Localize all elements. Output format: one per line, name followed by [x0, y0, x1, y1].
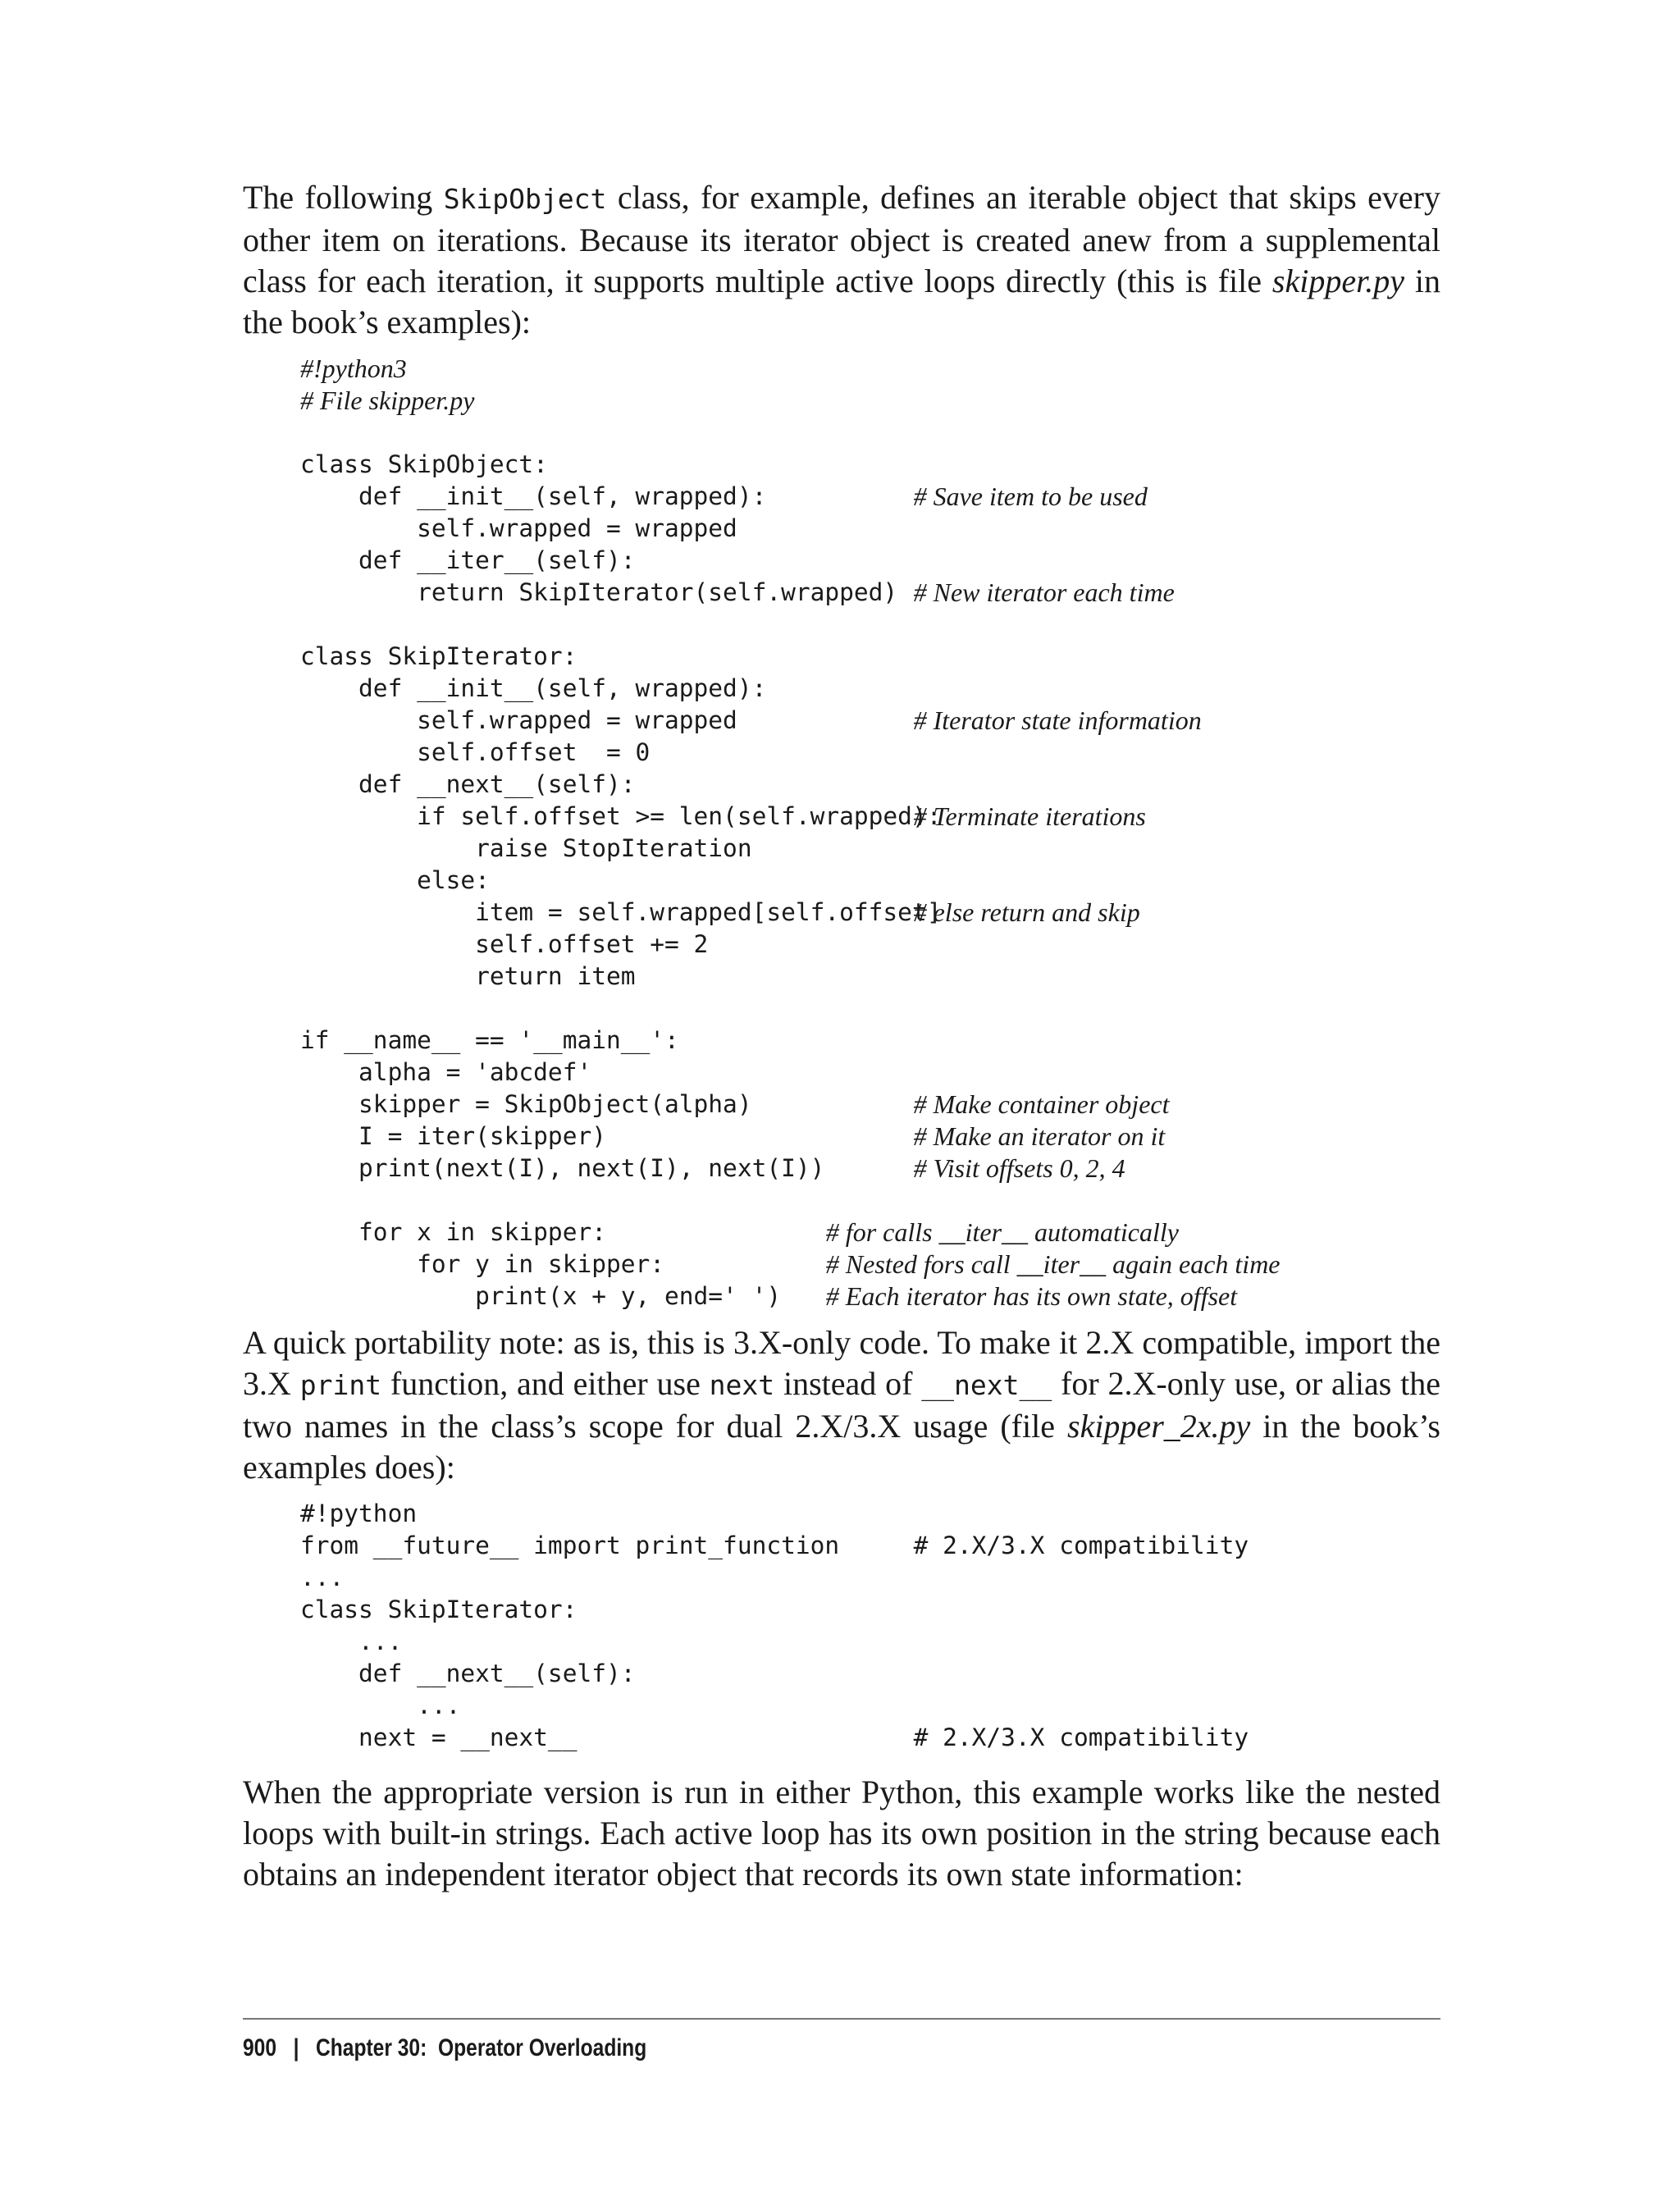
code-text: if __name__ == '__main__':: [300, 1026, 679, 1054]
code-comment: # Save item to be used: [913, 482, 1148, 511]
inline-code: next: [709, 1369, 775, 1401]
code-text: class SkipIterator:: [300, 1596, 578, 1623]
code-listing-skipper: [300, 353, 1440, 1312]
code-comment: # for calls __iter__ automatically: [825, 1217, 1179, 1247]
code-line: [300, 1025, 1440, 1057]
code-line: [300, 993, 1440, 1025]
portability-paragraph: A quick portability note: as is, this is 3.X-only code. To make it 2.X compatible, import the 3.X print function, and either use next instead of __next__ for 2.X-only use, or alias the two names in the class’s scope for dual 2.X/3.X usage (file skipper_2x.py in the book’s examples does):: [243, 1324, 1440, 1486]
code-line: [300, 1185, 1440, 1217]
code-line: [300, 609, 1440, 641]
code-text: #!python: [300, 1500, 418, 1527]
code-line: [300, 417, 1440, 449]
intro-paragraph: The following SkipObject class, for example, defines an iterable object that skips every other item on iterations. Because its iterator object is created anew from a supplemental class for each iteration, it supports multiple active loops directly (this is file skipper.py in the book’s examples):: [243, 179, 1440, 340]
file-name: skipper_2x.py: [1067, 1408, 1251, 1445]
code-comment: # Make an iterator on it: [913, 1121, 1166, 1151]
code-line: [300, 1089, 1440, 1121]
page-body: [243, 177, 1440, 1895]
code-line: [300, 1153, 1440, 1185]
code-text: def __iter__(self):: [300, 546, 636, 574]
code-comment: # New iterator each time: [913, 578, 1175, 607]
code-comment: # else return and skip: [913, 897, 1140, 927]
code-line: [300, 1281, 1440, 1312]
code-line: [300, 1690, 1440, 1722]
chapter-title: Chapter 30: Operator Overloading: [315, 2034, 647, 2061]
code-line: [300, 385, 1440, 417]
code-text: next = __next__: [300, 1723, 578, 1751]
code-comment: # Terminate iterations: [913, 801, 1146, 831]
code-text: ...: [300, 1691, 461, 1719]
code-line: [300, 545, 1440, 577]
code-text: item = self.wrapped[self.offset]: [300, 898, 942, 926]
code-comment: # Make container object: [913, 1089, 1170, 1119]
code-text: def __init__(self, wrapped):: [300, 482, 767, 510]
file-name: skipper.py: [1271, 262, 1404, 299]
code-comment: #!python3: [300, 354, 407, 383]
inline-code: SkipObject: [443, 183, 607, 215]
code-line: [300, 449, 1440, 481]
code-text: self.offset = 0: [300, 738, 651, 766]
code-comment: # File skipper.py: [300, 386, 475, 415]
code-line: [300, 481, 1440, 513]
code-comment: # Nested fors call __iter__ again each time: [825, 1249, 1281, 1279]
code-line: [300, 769, 1440, 801]
code-text: ...: [300, 1628, 403, 1655]
footer-separator: |: [293, 2034, 299, 2061]
code-line: [300, 801, 1440, 833]
code-line: [300, 1530, 1440, 1562]
code-line: [300, 1121, 1440, 1153]
footer-rule: [243, 2018, 1440, 2020]
page-footer: [243, 2018, 1440, 2062]
code-text: self.offset += 2: [300, 930, 709, 958]
code-line: [300, 929, 1440, 961]
code-line: [300, 1217, 1440, 1249]
code-line: [300, 865, 1440, 897]
code-text: for x in skipper:: [300, 1218, 606, 1246]
code-line: [300, 673, 1440, 705]
code-text: self.wrapped = wrapped: [300, 514, 737, 542]
code-line: [300, 1562, 1440, 1594]
code-text: def __next__(self):: [300, 1659, 636, 1687]
code-line: [300, 1498, 1440, 1530]
code-comment: # Visit offsets 0, 2, 4: [913, 1153, 1125, 1183]
code-text: skipper = SkipObject(alpha): [300, 1090, 752, 1118]
code-line: [300, 737, 1440, 769]
code-text: self.wrapped = wrapped: [300, 706, 737, 734]
code-line: [300, 353, 1440, 385]
code-text: ...: [300, 1564, 345, 1591]
code-text: def __next__(self):: [300, 770, 636, 798]
code-listing-skipper-2x: [300, 1498, 1440, 1754]
code-comment: # 2.X/3.X compatibility: [913, 1723, 1249, 1751]
code-comment: # 2.X/3.X compatibility: [913, 1532, 1249, 1559]
code-line: [300, 1626, 1440, 1658]
code-text: print(x + y, end=' '): [300, 1282, 782, 1310]
code-text: if self.offset >= len(self.wrapped):: [300, 802, 942, 830]
code-text: def __init__(self, wrapped):: [300, 674, 767, 702]
inline-code: print: [299, 1369, 382, 1401]
code-text: I = iter(skipper): [300, 1122, 606, 1150]
footer-text: [243, 2034, 1225, 2062]
code-line: [300, 1658, 1440, 1690]
code-text: return SkipIterator(self.wrapped): [300, 578, 898, 606]
code-line: [300, 513, 1440, 545]
code-line: [300, 577, 1440, 609]
code-comment: # Iterator state information: [913, 705, 1202, 735]
code-text: raise StopIteration: [300, 834, 752, 862]
code-text: return item: [300, 962, 636, 990]
code-line: [300, 1594, 1440, 1626]
closing-paragraph: When the appropriate version is run in either Python, this example works like the nested loops with built-in strings. Each active loop has its own position in the string because each obtains an independent iterator object that records its own state information:: [243, 1774, 1440, 1892]
code-line: [300, 1722, 1440, 1754]
code-line: [300, 961, 1440, 993]
code-text: class SkipObject:: [300, 450, 548, 478]
code-line: [300, 1057, 1440, 1089]
code-text: from __future__ import print_function: [300, 1532, 840, 1559]
code-text: class SkipIterator:: [300, 642, 578, 670]
inline-code: __next__: [921, 1369, 1052, 1401]
code-line: [300, 1249, 1440, 1281]
code-line: [300, 897, 1440, 929]
page-number: 900: [243, 2034, 277, 2061]
code-line: [300, 641, 1440, 673]
code-line: [300, 705, 1440, 737]
code-comment: # Each iterator has its own state, offset: [825, 1281, 1238, 1311]
code-text: print(next(I), next(I), next(I)): [300, 1154, 825, 1182]
code-text: alpha = 'abcdef': [300, 1058, 592, 1086]
code-text: for y in skipper:: [300, 1250, 665, 1278]
code-text: else:: [300, 866, 490, 894]
code-line: [300, 833, 1440, 865]
